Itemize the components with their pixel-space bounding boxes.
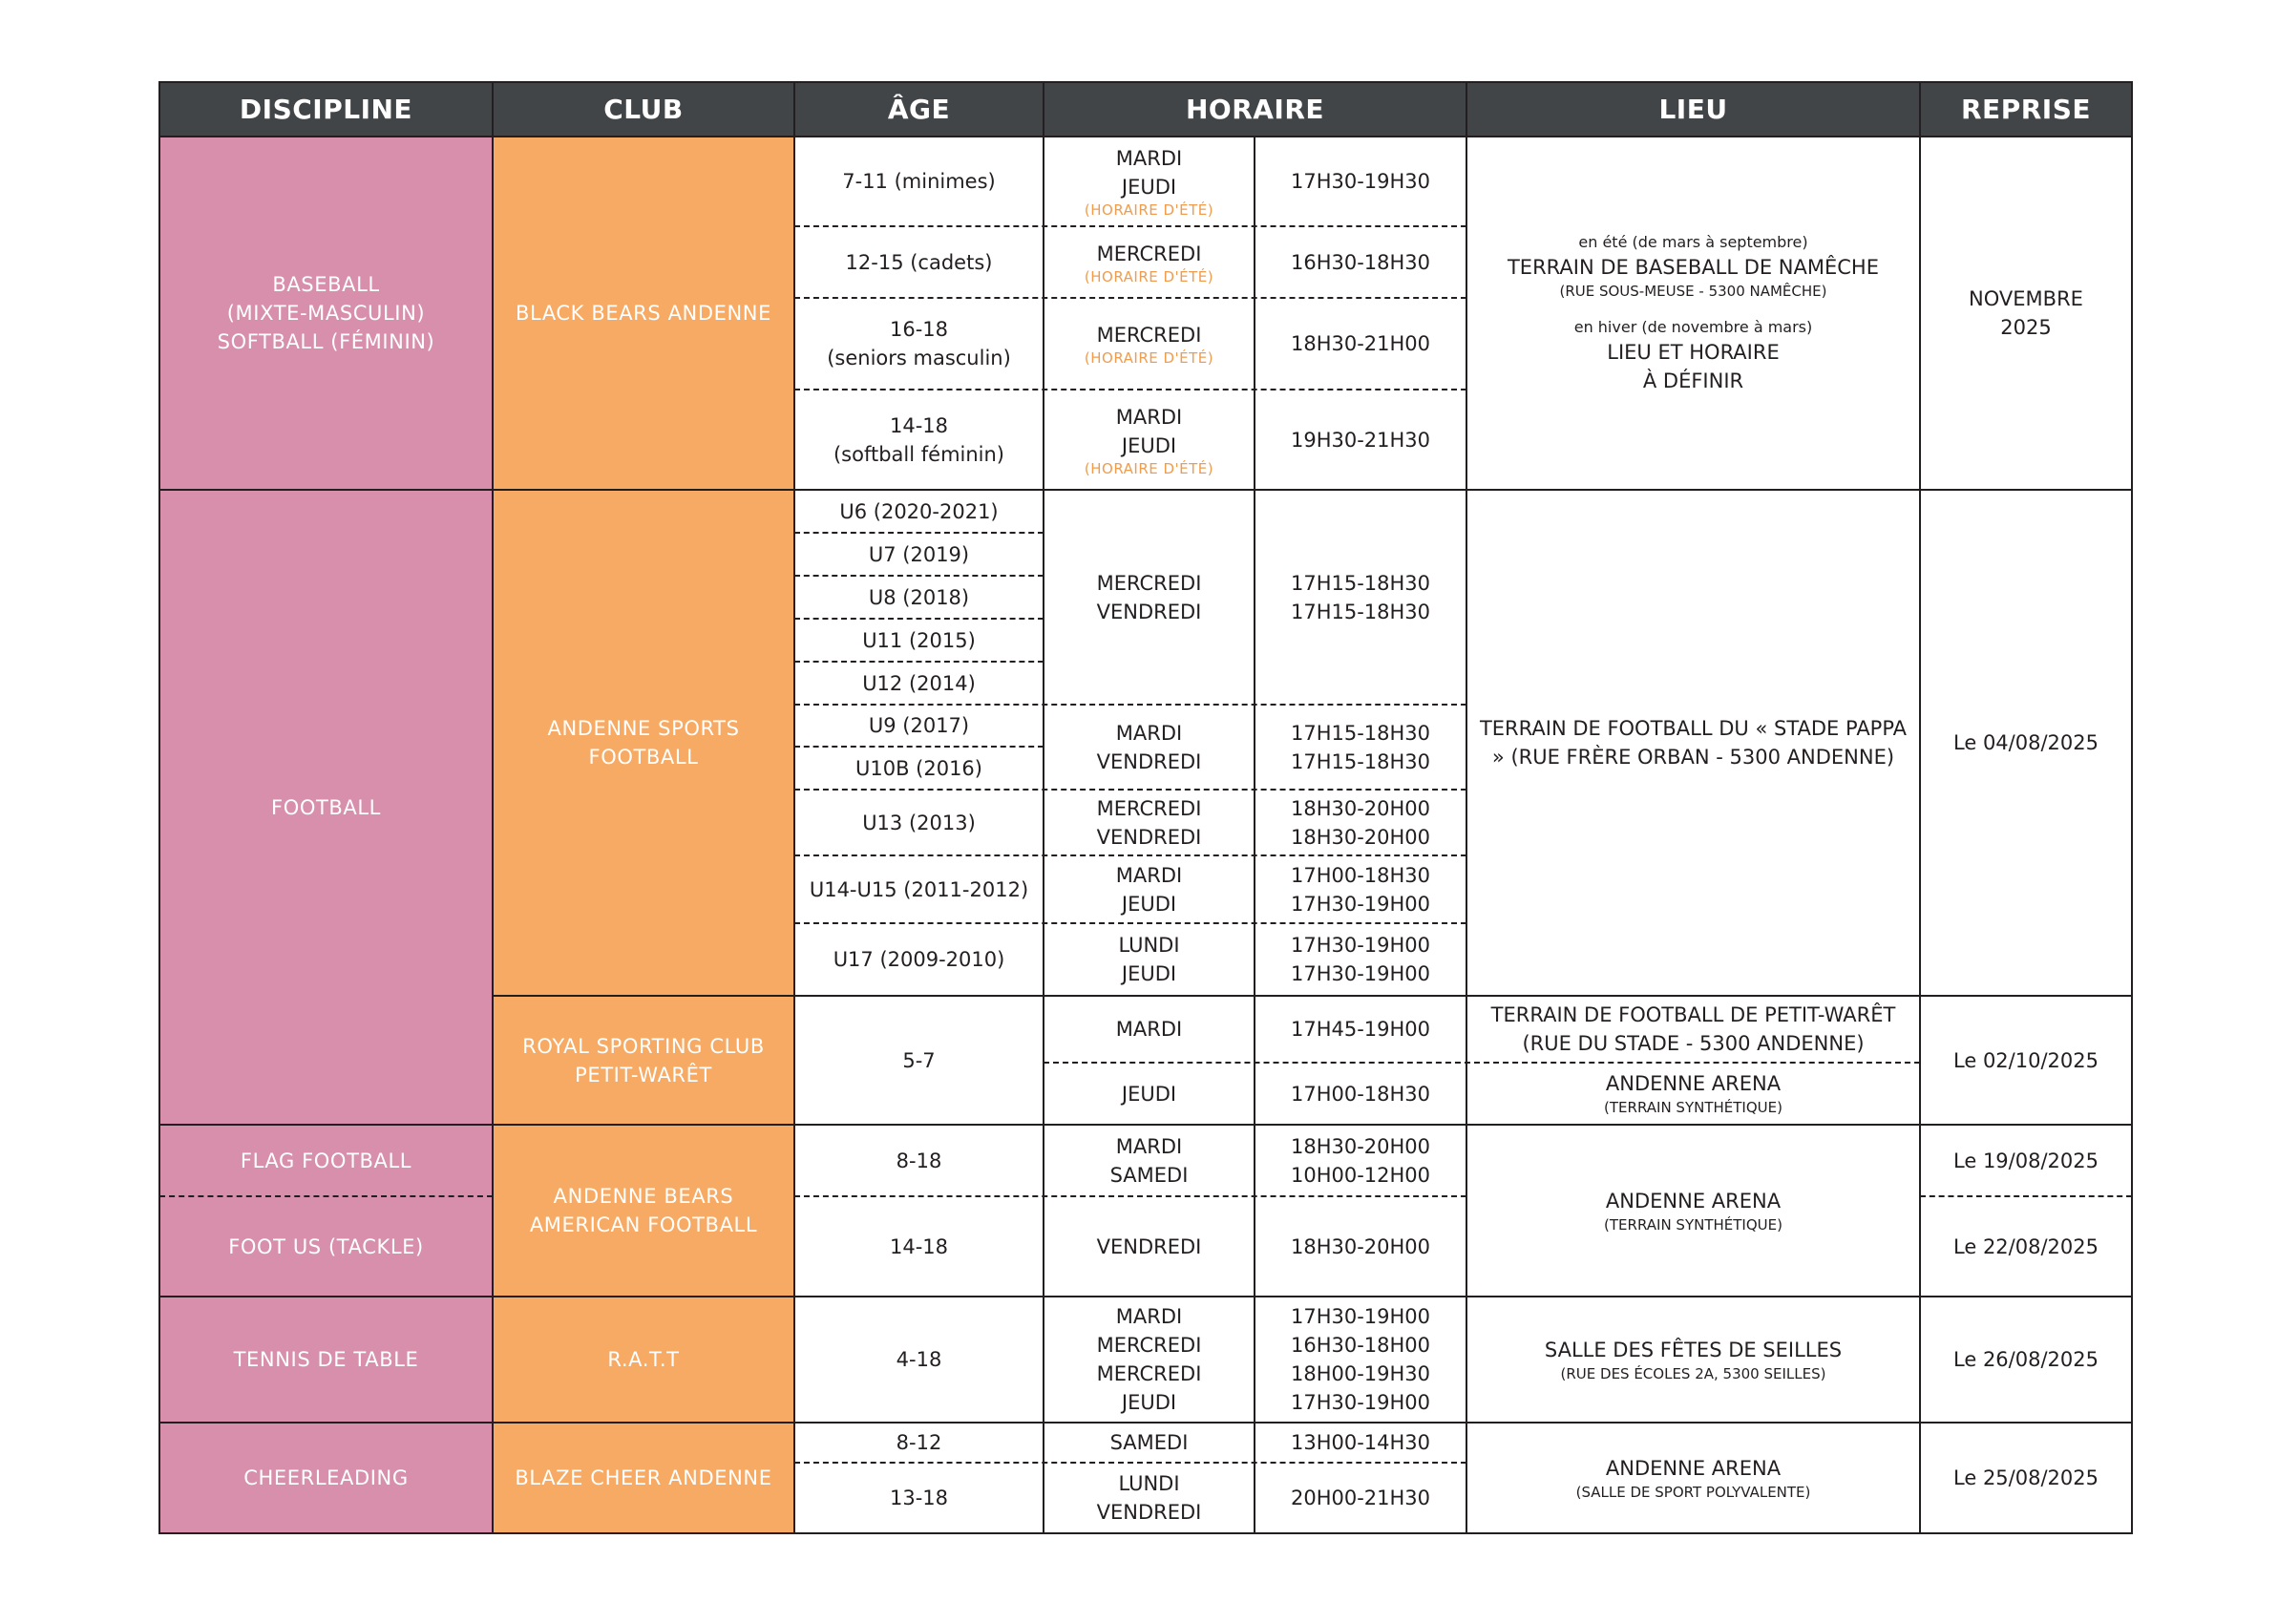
days-cell: MERCREDI VENDREDI [1096, 796, 1202, 849]
grid-line [158, 1422, 2133, 1424]
hours-cell: 18H30-21H00 [1290, 332, 1431, 355]
days-cell: MERCREDI VENDREDI [1096, 571, 1202, 623]
summer-note: (HORAIRE D'ÉTÉ) [1084, 349, 1214, 367]
hours-cell: 17H30-19H00 17H30-19H00 [1290, 934, 1431, 985]
grid-line [158, 489, 2133, 491]
summer-note: (HORAIRE D'ÉTÉ) [1084, 459, 1214, 477]
reprise-cheer: Le 25/08/2025 [1953, 1466, 2099, 1489]
days-cell: LUNDI VENDREDI [1096, 1472, 1202, 1524]
grid-line [158, 1532, 2133, 1534]
dashed-line [794, 1462, 1466, 1464]
dashed-line [159, 1195, 493, 1197]
reprise-flag-football: Le 19/08/2025 [1953, 1149, 2099, 1172]
age-cell: U13 (2013) [862, 811, 976, 834]
lieu-seilles: SALLE DES FÊTES DE SEILLES (RUE DES ÉCOLES 2A, 5300 SEILLES) [1544, 1338, 1843, 1382]
hours-cell: 17H00-18H30 [1290, 1082, 1431, 1106]
age-cell: 14-18 [889, 1234, 949, 1258]
discipline-cheerleading: CHEERLEADING [159, 1423, 493, 1533]
lieu-andenne-arena: ANDENNE ARENA (TERRAIN SYNTHÉTIQUE) [1604, 1189, 1782, 1234]
dashed-line [794, 575, 1044, 577]
age-cell: 4-18 [896, 1348, 942, 1371]
discipline-foot-us: FOOT US (TACKLE) [159, 1196, 493, 1297]
grid-line [158, 81, 2133, 83]
grid-line [492, 995, 2133, 997]
reprise-foot-us: Le 22/08/2025 [1953, 1234, 2099, 1258]
discipline-football: FOOTBALL [159, 490, 493, 1125]
days-cell: MARDI JEUDI [1115, 863, 1183, 916]
days-cell: MARDI VENDREDI [1096, 721, 1202, 773]
hours-cell: 17H30-19H00 16H30-18H00 18H00-19H30 17H30-19H00 [1290, 1305, 1431, 1414]
hours-cell: 17H45-19H00 [1290, 1018, 1431, 1041]
age-cell: 7-11 (minimes) [842, 170, 996, 193]
days-cell: LUNDI JEUDI [1118, 934, 1180, 985]
dashed-line [794, 746, 1044, 748]
grid-line [158, 1296, 2133, 1297]
reprise-andenne-sports: Le 04/08/2025 [1953, 731, 2099, 754]
hours-cell: 17H15-18H30 17H15-18H30 [1290, 721, 1431, 773]
hours-cell: 16H30-18H30 [1290, 250, 1431, 274]
age-cell: 8-18 [896, 1149, 942, 1172]
dashed-line [794, 661, 1044, 663]
header-reprise: REPRISE [1920, 82, 2132, 137]
age-cell: U6 (2020-2021) [839, 499, 999, 523]
reprise-tennis: Le 26/08/2025 [1953, 1348, 2099, 1371]
dashed-line [794, 1195, 1466, 1197]
grid-line [793, 82, 795, 1533]
hours-cell: 18H30-20H00 [1290, 1234, 1431, 1258]
club-ratt: R.A.T.T [493, 1297, 794, 1423]
discipline-tennis: TENNIS DE TABLE [159, 1297, 493, 1423]
age-cell: 13-18 [889, 1487, 949, 1509]
club-petit-waret: ROYAL SPORTING CLUB PETIT-WARÊT [493, 996, 794, 1125]
days-cell: MERCREDI (HORAIRE D'ÉTÉ) [1084, 242, 1214, 285]
grid-line [158, 1124, 2133, 1126]
days-cell: MARDI SAMEDI [1109, 1134, 1189, 1187]
grid-line [1043, 82, 1044, 1533]
grid-line [492, 82, 494, 1533]
days-cell: MARDI JEUDI (HORAIRE D'ÉTÉ) [1084, 405, 1214, 477]
summer-note: (HORAIRE D'ÉTÉ) [1084, 267, 1214, 285]
dashed-line [794, 789, 1466, 791]
dashed-line [794, 389, 1466, 390]
dashed-line [794, 618, 1044, 620]
lieu-baseball: en été (de mars à septembre) TERRAIN DE BASEBALL DE NAMÊCHE (RUE SOUS-MEUSE - 5300 NAMÊCHE) en hiver (de novembre à mars) LIEU ET HORAIRE À DÉFINIR [1507, 232, 1879, 392]
dashed-line [794, 297, 1466, 299]
grid-line [2131, 82, 2133, 1533]
age-cell: U11 (2015) [862, 628, 976, 652]
grid-line [158, 82, 160, 1533]
age-cell: U8 (2018) [868, 585, 970, 609]
dashed-line [794, 225, 1466, 227]
club-blaze: BLAZE CHEER ANDENNE [493, 1423, 794, 1533]
lieu-petit-waret: TERRAIN DE FOOTBALL DE PETIT-WARÊT (RUE DU STADE - 5300 ANDENNE) [1490, 1003, 1896, 1055]
hours-cell: 17H15-18H30 17H15-18H30 [1290, 571, 1431, 623]
days-cell: MARDI JEUDI (HORAIRE D'ÉTÉ) [1084, 147, 1214, 219]
dashed-line [794, 704, 1466, 706]
days-cell: MARDI [1115, 1018, 1183, 1041]
age-cell: U9 (2017) [868, 714, 970, 737]
lieu-andenne-arena: ANDENNE ARENA (SALLE DE SPORT POLYVALENTE) [1575, 1456, 1811, 1501]
age-cell: U14-U15 (2011-2012) [809, 877, 1029, 901]
age-cell: 12-15 (cadets) [845, 250, 993, 274]
age-cell: 8-12 [896, 1431, 942, 1454]
club-black-bears: BLACK BEARS ANDENNE [493, 137, 794, 490]
days-cell: VENDREDI [1096, 1234, 1202, 1258]
lieu-stade-pappa: TERRAIN DE FOOTBALL DU « STADE PAPPA » (RUE FRÈRE ORBAN - 5300 ANDENNE) [1479, 717, 1908, 769]
header-horaire: HORAIRE [1044, 82, 1466, 137]
discipline-flag-football: FLAG FOOTBALL [159, 1125, 493, 1196]
club-andenne-sports: ANDENNE SPORTS FOOTBALL [493, 490, 794, 996]
reprise-petit-waret: Le 02/10/2025 [1953, 1048, 2099, 1072]
header-age: ÂGE [794, 82, 1044, 137]
age-cell: U7 (2019) [868, 542, 970, 566]
age-cell: U17 (2009-2010) [833, 948, 1005, 971]
days-cell: JEUDI [1121, 1082, 1177, 1106]
hours-cell: 18H30-20H00 10H00-12H00 [1290, 1134, 1431, 1187]
grid-line [1919, 82, 1921, 1533]
hours-cell: 17H00-18H30 17H30-19H00 [1290, 863, 1431, 916]
header-club: CLUB [493, 82, 794, 137]
reprise-baseball: NOVEMBRE 2025 [1969, 287, 2083, 339]
header-lieu: LIEU [1466, 82, 1920, 137]
age-cell: 14-18 (softball féminin) [833, 413, 1005, 466]
days-cell: MERCREDI (HORAIRE D'ÉTÉ) [1084, 324, 1214, 367]
age-cell: 5-7 [902, 1048, 936, 1072]
hours-cell: 19H30-21H30 [1290, 428, 1431, 452]
dashed-line [1920, 1195, 2132, 1197]
header-discipline: DISCIPLINE [159, 82, 493, 137]
age-cell: U12 (2014) [862, 671, 976, 695]
age-cell: U10B (2016) [854, 756, 982, 780]
hours-cell: 18H30-20H00 18H30-20H00 [1290, 796, 1431, 849]
summer-note: (HORAIRE D'ÉTÉ) [1084, 201, 1214, 219]
dashed-line [794, 532, 1044, 534]
dashed-line [1044, 1062, 1920, 1064]
age-cell: 16-18 (seniors masculin) [827, 318, 1011, 369]
grid-line [1466, 82, 1467, 1533]
club-andenne-bears: ANDENNE BEARS AMERICAN FOOTBALL [493, 1125, 794, 1297]
lieu-andenne-arena: ANDENNE ARENA (TERRAIN SYNTHÉTIQUE) [1604, 1072, 1782, 1116]
hours-cell: 20H00-21H30 [1290, 1487, 1431, 1509]
dashed-line [794, 922, 1466, 924]
days-cell: SAMEDI [1109, 1431, 1189, 1454]
hours-cell: 17H30-19H30 [1290, 170, 1431, 193]
dashed-line [794, 854, 1466, 856]
grid-line [158, 136, 2133, 137]
grid-line [1254, 137, 1255, 1533]
discipline-baseball: BASEBALL (MIXTE-MASCULIN) SOFTBALL (FÉMININ) [159, 137, 493, 490]
hours-cell: 13H00-14H30 [1290, 1431, 1431, 1454]
days-cell: MARDI MERCREDI MERCREDI JEUDI [1096, 1305, 1202, 1414]
